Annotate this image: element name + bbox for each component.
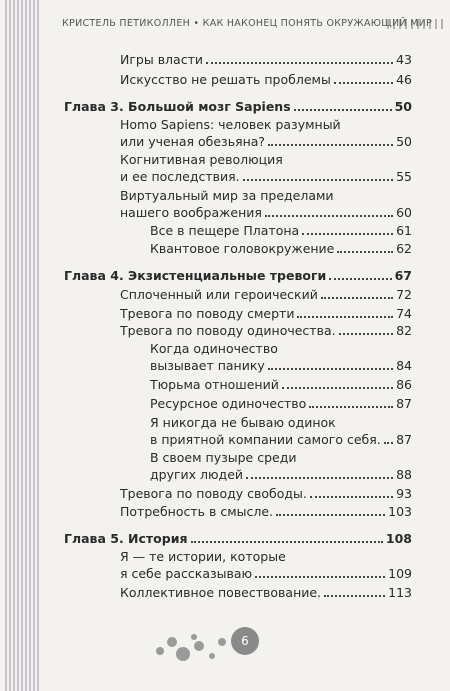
footer-dots-decoration — [0, 615, 450, 685]
toc-page-number: 108 — [385, 531, 412, 546]
toc-entry-title: других людей — [150, 467, 244, 482]
toc-entry-title: Ресурсное одиночество — [150, 396, 307, 411]
toc-chapter-title: Глава 3. Большой мозг Sapiens — [64, 99, 291, 114]
toc-page-number: 62 — [396, 241, 412, 256]
toc-entry-title-line1: Я — те истории, которые — [120, 549, 286, 564]
toc-subentry — [150, 376, 412, 393]
toc-page-number: 74 — [396, 306, 412, 321]
dot-leader — [268, 368, 393, 370]
dot-leader — [309, 406, 393, 408]
dot-leader — [246, 477, 393, 479]
toc-page-number: 50 — [396, 134, 412, 149]
toc-subentry — [150, 466, 412, 483]
toc-entry — [120, 322, 412, 339]
toc-chapter-entry — [64, 530, 412, 547]
dot-leader — [310, 496, 393, 498]
toc-page-number: 72 — [396, 287, 412, 302]
dot-leader — [206, 62, 393, 64]
toc-entry-title: и ее последствия. — [120, 169, 240, 184]
running-header: КРИСТЕЛЬ ПЕТИКОЛЛЕН • КАК НАКОНЕЦ ПОНЯТЬ ОКРУЖАЮЩИЙ МИР — [62, 18, 433, 29]
toc-entry-title: Все в пещере Платона — [150, 223, 300, 238]
toc-entry-title: вызывает панику — [150, 358, 265, 373]
toc-entry-title: Тюрьма отношений — [150, 377, 279, 392]
toc-entry — [120, 133, 412, 150]
toc-page-number: 87 — [396, 396, 412, 411]
toc-page-number: 67 — [394, 268, 412, 283]
toc-page-number: 113 — [388, 585, 412, 600]
dot-leader — [276, 514, 385, 516]
toc-entry-title: Тревога по поводу одиночества. — [120, 323, 336, 338]
toc-chapter-entry — [64, 267, 412, 284]
toc-subentry — [150, 357, 412, 374]
dot-leader — [339, 333, 394, 335]
toc-page-number: 84 — [396, 358, 412, 373]
toc-page-number: 93 — [396, 486, 412, 501]
toc-entry — [120, 204, 412, 221]
dot-leader — [282, 387, 393, 389]
toc-entry — [120, 485, 412, 502]
toc-entry-title-line1: Когда одиночество — [150, 341, 278, 356]
toc-subentry — [150, 240, 412, 257]
toc-entry — [120, 305, 412, 322]
toc-entry-title: Тревога по поводу смерти — [120, 306, 295, 321]
toc-page-number: 87 — [396, 432, 412, 447]
dot-leader — [255, 576, 385, 578]
toc-chapter-entry — [64, 98, 412, 115]
toc-entry-title: Квантовое головокружение — [150, 241, 335, 256]
toc-entry — [120, 168, 412, 185]
toc-entry-title: я себе рассказываю — [120, 566, 253, 581]
toc-page-number: 46 — [396, 72, 412, 87]
dot-leader — [337, 251, 393, 253]
toc-page-number: 43 — [396, 52, 412, 67]
toc-entry-title: Сплоченный или героический — [120, 287, 318, 302]
toc-entry-title: Потребность в смысле. — [120, 504, 274, 519]
dot-leader — [329, 278, 391, 280]
page-number-badge: 6 — [231, 627, 259, 655]
toc-entry — [120, 584, 412, 601]
dot-leader — [265, 215, 393, 217]
toc-entry — [120, 503, 412, 520]
toc-page-number: 103 — [388, 504, 412, 519]
dot-leader — [268, 144, 393, 146]
toc-entry — [120, 51, 412, 68]
toc-entry-title: в приятной компании самого себя. — [150, 432, 381, 447]
toc-entry-title: Коллективное повествование. — [120, 585, 322, 600]
toc-page-number: 86 — [396, 377, 412, 392]
toc-page-number: 55 — [396, 169, 412, 184]
dot-leader — [243, 179, 393, 181]
toc-chapter-title: Глава 4. Экзистенциальные тревоги — [64, 268, 327, 283]
toc-page-number: 109 — [388, 566, 412, 581]
toc-entry-title-line1: Виртуальный мир за пределами — [120, 188, 334, 203]
toc-entry-title: Искусство не решать проблемы — [120, 72, 331, 87]
toc-entry-title: Игры власти — [120, 52, 203, 67]
toc-entry — [120, 286, 412, 303]
dot-leader — [302, 233, 393, 235]
toc-entry-title: нашего воображения — [120, 205, 262, 220]
toc-entry-title-line1: Я никогда не бываю одинок — [150, 415, 336, 430]
dot-leader — [297, 316, 393, 318]
toc-chapter-title: Глава 5. История — [64, 531, 188, 546]
dot-leader — [324, 595, 385, 597]
toc-entry-title: Тревога по поводу свободы. — [120, 486, 307, 501]
toc-entry-title-line1: Homo Sapiens: человек разумный — [120, 117, 341, 132]
dot-leader — [384, 442, 393, 444]
toc-page-number: 82 — [396, 323, 412, 338]
toc-subentry — [150, 431, 412, 448]
dot-leader — [321, 297, 393, 299]
toc-page-number: 61 — [396, 223, 412, 238]
toc-page-number: 88 — [396, 467, 412, 482]
dot-leader — [191, 541, 383, 543]
toc-entry-title-line1: В своем пузыре среди — [150, 450, 297, 465]
toc-page-number: 50 — [394, 99, 412, 114]
toc-entry-title-line1: Когнитивная революция — [120, 152, 283, 167]
toc-entry — [120, 71, 412, 88]
toc-subentry — [150, 222, 412, 239]
dot-leader — [334, 82, 393, 84]
dot-leader — [294, 109, 392, 111]
toc-page-number: 60 — [396, 205, 412, 220]
toc-subentry — [150, 395, 412, 412]
toc-entry-title: или ученая обезьяна? — [120, 134, 266, 149]
toc-entry — [120, 565, 412, 582]
